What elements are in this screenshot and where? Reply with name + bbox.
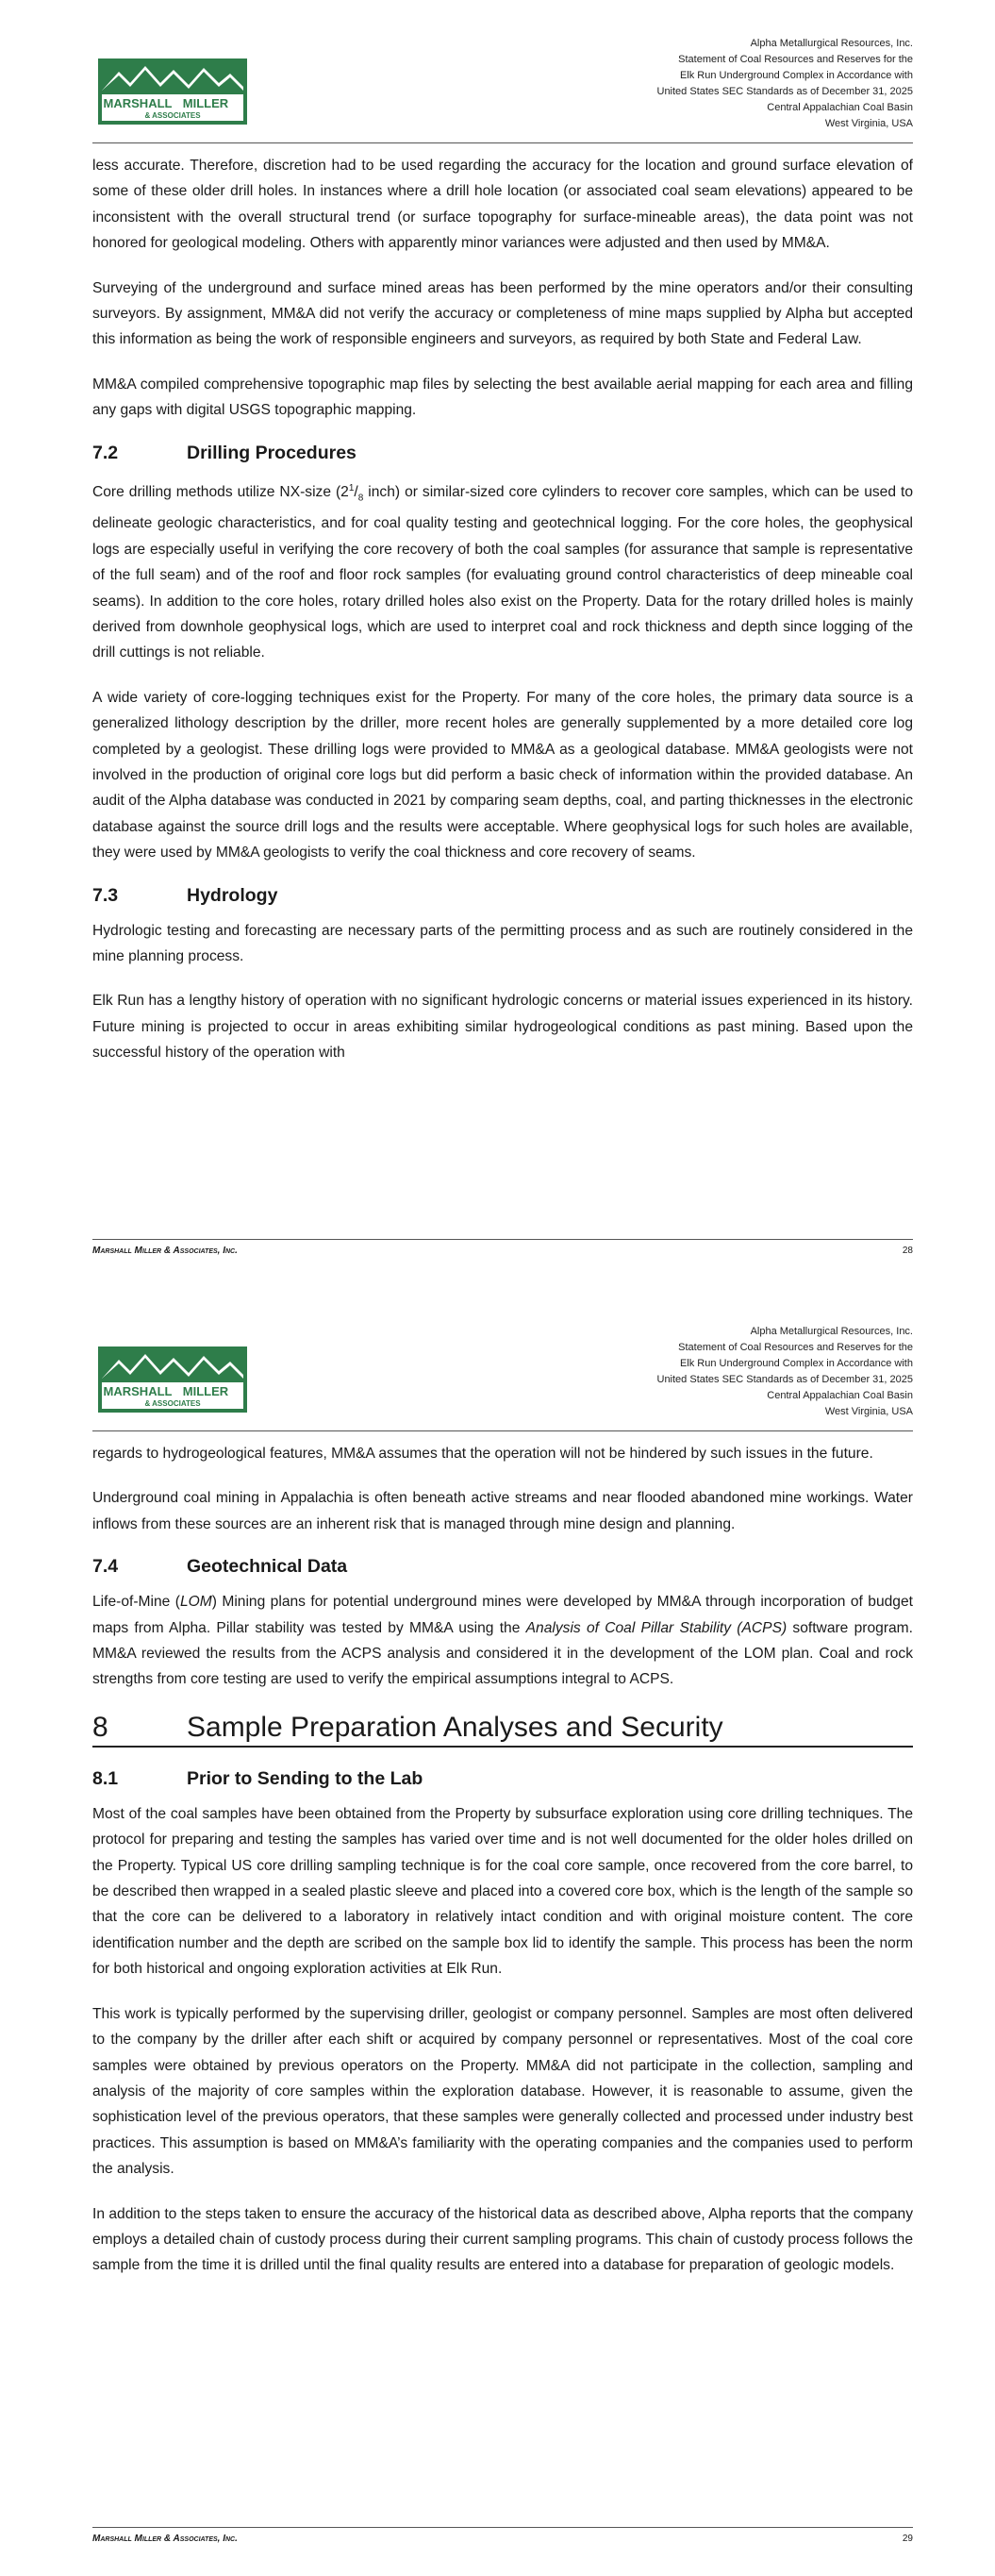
text-run: Life-of-Mine (: [92, 1594, 180, 1611]
paragraph: Surveying of the underground and surface mined areas has been performed by the mine operators and/or their consulting surveyors. By assignment, MM&A did not verify the accuracy or completeness of mine maps supplied by Alpha but accepted this information as being the work of responsible engineers and surveyors, as required by both State and Federal Law.: [92, 279, 913, 348]
logo-line-3: & ASSOCIATES: [144, 111, 201, 120]
section-number: 7.3: [92, 884, 119, 906]
paragraph: [92, 1589, 913, 1693]
header-state: West Virginia, USA: [824, 118, 913, 129]
logo-line-3: & ASSOCIATES: [144, 1399, 201, 1408]
section-heading-8-1: [92, 1768, 913, 1790]
text-run: Core drilling methods utilize NX-size (2: [92, 483, 349, 500]
section-number: 8.1: [92, 1767, 119, 1789]
footer-company: Marshall Miller & Associates, Inc.: [92, 1246, 238, 1256]
logo-line-1: MARSHALL: [103, 1384, 173, 1398]
paragraph: This work is typically performed by the supervising driller, geologist or company personnel. Samples are most often delivered to the company by the driller after each shift or acquired by company personnel or representatives. Most of the coal core samples were obtained by previous operators on the Property. MM&A did not participate in the collection, sampling and analysis of the majority of core samples within the exploration database. However, it is reasonable to assume, given the sophistication level of the previous operators, that these samples were generally collected and processed under industry best practices. This assumption is based on MM&A’s familiarity with the operating companies and the companies used to perform the analysis.: [92, 2005, 913, 2178]
page-number: 28: [902, 1246, 913, 1256]
paragraph: Hydrologic testing and forecasting are necessary parts of the permitting process and as such are routinely considered in the mine planning process.: [92, 922, 913, 965]
header-statement-2: Elk Run Underground Complex in Accordance with: [679, 70, 913, 81]
page-body: [92, 153, 913, 1085]
section-heading-7-3: [92, 885, 913, 907]
paragraph: [92, 476, 913, 666]
text-run: ) Mining plans for potential underground mines were developed by MM&A through incorporation of budget maps from Alpha. Pillar stability was tested by MM&A using the: [92, 1594, 913, 1636]
header-state: West Virginia, USA: [824, 1406, 913, 1417]
section-title: Prior to Sending to the Lab: [187, 1767, 423, 1789]
lom-term: LOM: [179, 1594, 212, 1611]
page-header: [92, 36, 913, 143]
header-statement-1: Statement of Coal Resources and Reserves for the: [678, 1342, 913, 1353]
header-company: Alpha Metallurgical Resources, Inc.: [750, 1326, 913, 1337]
header-company: Alpha Metallurgical Resources, Inc.: [750, 38, 913, 49]
section-heading-7-4: [92, 1556, 913, 1578]
section-number: 7.4: [92, 1556, 119, 1578]
paragraph: A wide variety of core-logging techniques exist for the Property. For many of the core holes, the primary data source is a generalized lithology description by the driller, more recent holes are generally supplemented by a more detailed core log completed by a geologist. These drilling logs were provided to MM&A as a geological database. MM&A geologists were not involved in the production of original core logs but did perform a basic check of information within the provided database. An audit of the Alpha database was conducted in 2021 by comparing seam depths, coal, and parting thicknesses in the electronic database against the source drill logs and the results were acceptable. Where geophysical logs for such holes are available, they were used by MM&A geologists to verify the coal thickness and core recovery of seams.: [92, 689, 913, 861]
section-title: Hydrology: [187, 884, 278, 906]
logo-line-2: MILLER: [182, 1384, 229, 1398]
paragraph: less accurate. Therefore, discretion had to be used regarding the accuracy for the location and ground surface elevation of some of these older drill holes. In instances where a drill hole location (or associated coal seam elevations) appeared to be inconsistent with the overall structural trend (or surface topography for surface-mineable areas), the data point was not honored for geological modeling. Others with apparently minor variances were adjusted and then used by MM&A.: [92, 158, 913, 252]
acps-term: Analysis of Coal Pillar Stability (ACPS): [525, 1619, 788, 1636]
header-statement-3: United States SEC Standards as of December 31, 2025: [656, 1374, 913, 1385]
section-heading-7-2: [92, 443, 913, 464]
paragraph: MM&A compiled comprehensive topographic map files by selecting the best available aerial mapping for each area and filling any gaps with digital USGS topographic mapping.: [92, 376, 913, 419]
header-statement-2: Elk Run Underground Complex in Accordance with: [679, 1358, 913, 1369]
logo-line-2: MILLER: [182, 96, 229, 110]
paragraph: regards to hydrogeological features, MM&A assumes that the operation will not be hindered by such issues in the future.: [92, 1446, 873, 1462]
fraction-denominator: 8: [357, 492, 364, 503]
header-text: [657, 36, 914, 132]
page-footer: [92, 2527, 913, 2544]
header-region: Central Appalachian Coal Basin: [767, 1390, 913, 1401]
page-body: [92, 1441, 913, 2298]
footer-company: Marshall Miller & Associates, Inc.: [92, 2534, 238, 2544]
page-number: 29: [902, 2534, 913, 2544]
chapter-heading-8: [92, 1712, 913, 1748]
section-title: Geotechnical Data: [187, 1556, 348, 1578]
chapter-title: Sample Preparation Analyses and Security: [187, 1711, 723, 1743]
text-run: software program. MM&A reviewed the results from the ACPS analysis and considered it in the development of the LOM plan. Coal and rock strengths from core testing are used to verify the empirical assumptions integral to ACPS.: [92, 1619, 914, 1688]
header-text: [657, 1324, 914, 1420]
text-run: inch) or similar-sized core cylinders to recover core samples, which can be used to delineate geologic characteristics, and for coal quality testing and geotechnical logging. For the core holes, the geophysical logs are especially useful in verifying the core recovery of both the coal samples (for assurance that sample is representative of the full seam) and of the roof and floor rock samples (for evaluating ground control characteristics of deep mineable coal seams). In addition to the core holes, rotary drilled holes also exist on the Property. Data for the rotary drilled holes is mainly derived from downhole geophysical logs, which are used to interpret coal and rock thickness and depth since logging of the drill cuttings is not reliable.: [92, 483, 913, 661]
fraction-numerator: 1: [348, 482, 355, 493]
page-header: [92, 1324, 913, 1431]
paragraph: In addition to the steps taken to ensure the accuracy of the historical data as described above, Alpha reports that the company employs a detailed chain of custody process during their current sampling programs. This chain of custody process follows the sample from the time it is drilled until the final quality results are entered into a database for preparation of geologic models.: [92, 2205, 913, 2274]
page-footer: [92, 1239, 913, 1256]
chapter-number: 8: [92, 1711, 108, 1743]
header-region: Central Appalachian Coal Basin: [767, 102, 913, 113]
header-statement-3: United States SEC Standards as of December 31, 2025: [656, 86, 913, 97]
paragraph: Underground coal mining in Appalachia is often beneath active streams and near flooded abandoned mine workings. Water inflows from these sources are an inherent risk that is managed through mine design and planning.: [92, 1490, 913, 1532]
section-title: Drilling Procedures: [187, 442, 357, 463]
header-statement-1: Statement of Coal Resources and Reserves for the: [678, 54, 913, 65]
fraction-slash: /: [354, 483, 358, 500]
paragraph: Elk Run has a lengthy history of operation with no significant hydrologic concerns or material issues experienced in its history. Future mining is projected to occur in areas exhibiting similar hydrogeological conditions as past mining. Based upon the successful history of the operation with: [92, 993, 913, 1062]
section-number: 7.2: [92, 442, 119, 463]
logo-line-1: MARSHALL: [103, 96, 173, 110]
page-29: [0, 1288, 995, 2576]
marshall-miller-logo: [98, 1347, 247, 1413]
marshall-miller-logo: [98, 59, 247, 125]
paragraph: Most of the coal samples have been obtained from the Property by subsurface exploration using core drilling techniques. The protocol for preparing and testing the samples has varied over time and is not well documented for the older holes drilled on the Property. Typical US core drilling sampling technique is for the coal core sample, once recovered from the core barrel, to be described then wrapped in a sealed plastic sleeve and placed into a covered core box, which is the length of the sample so that the core can be delivered to a laboratory in relatively intact condition and with original moisture content. The core identification number and the depth are scribed on the sample box lid to identify the sample. This process has been the norm for both historical and ongoing exploration activities at Elk Run.: [92, 1805, 913, 1978]
